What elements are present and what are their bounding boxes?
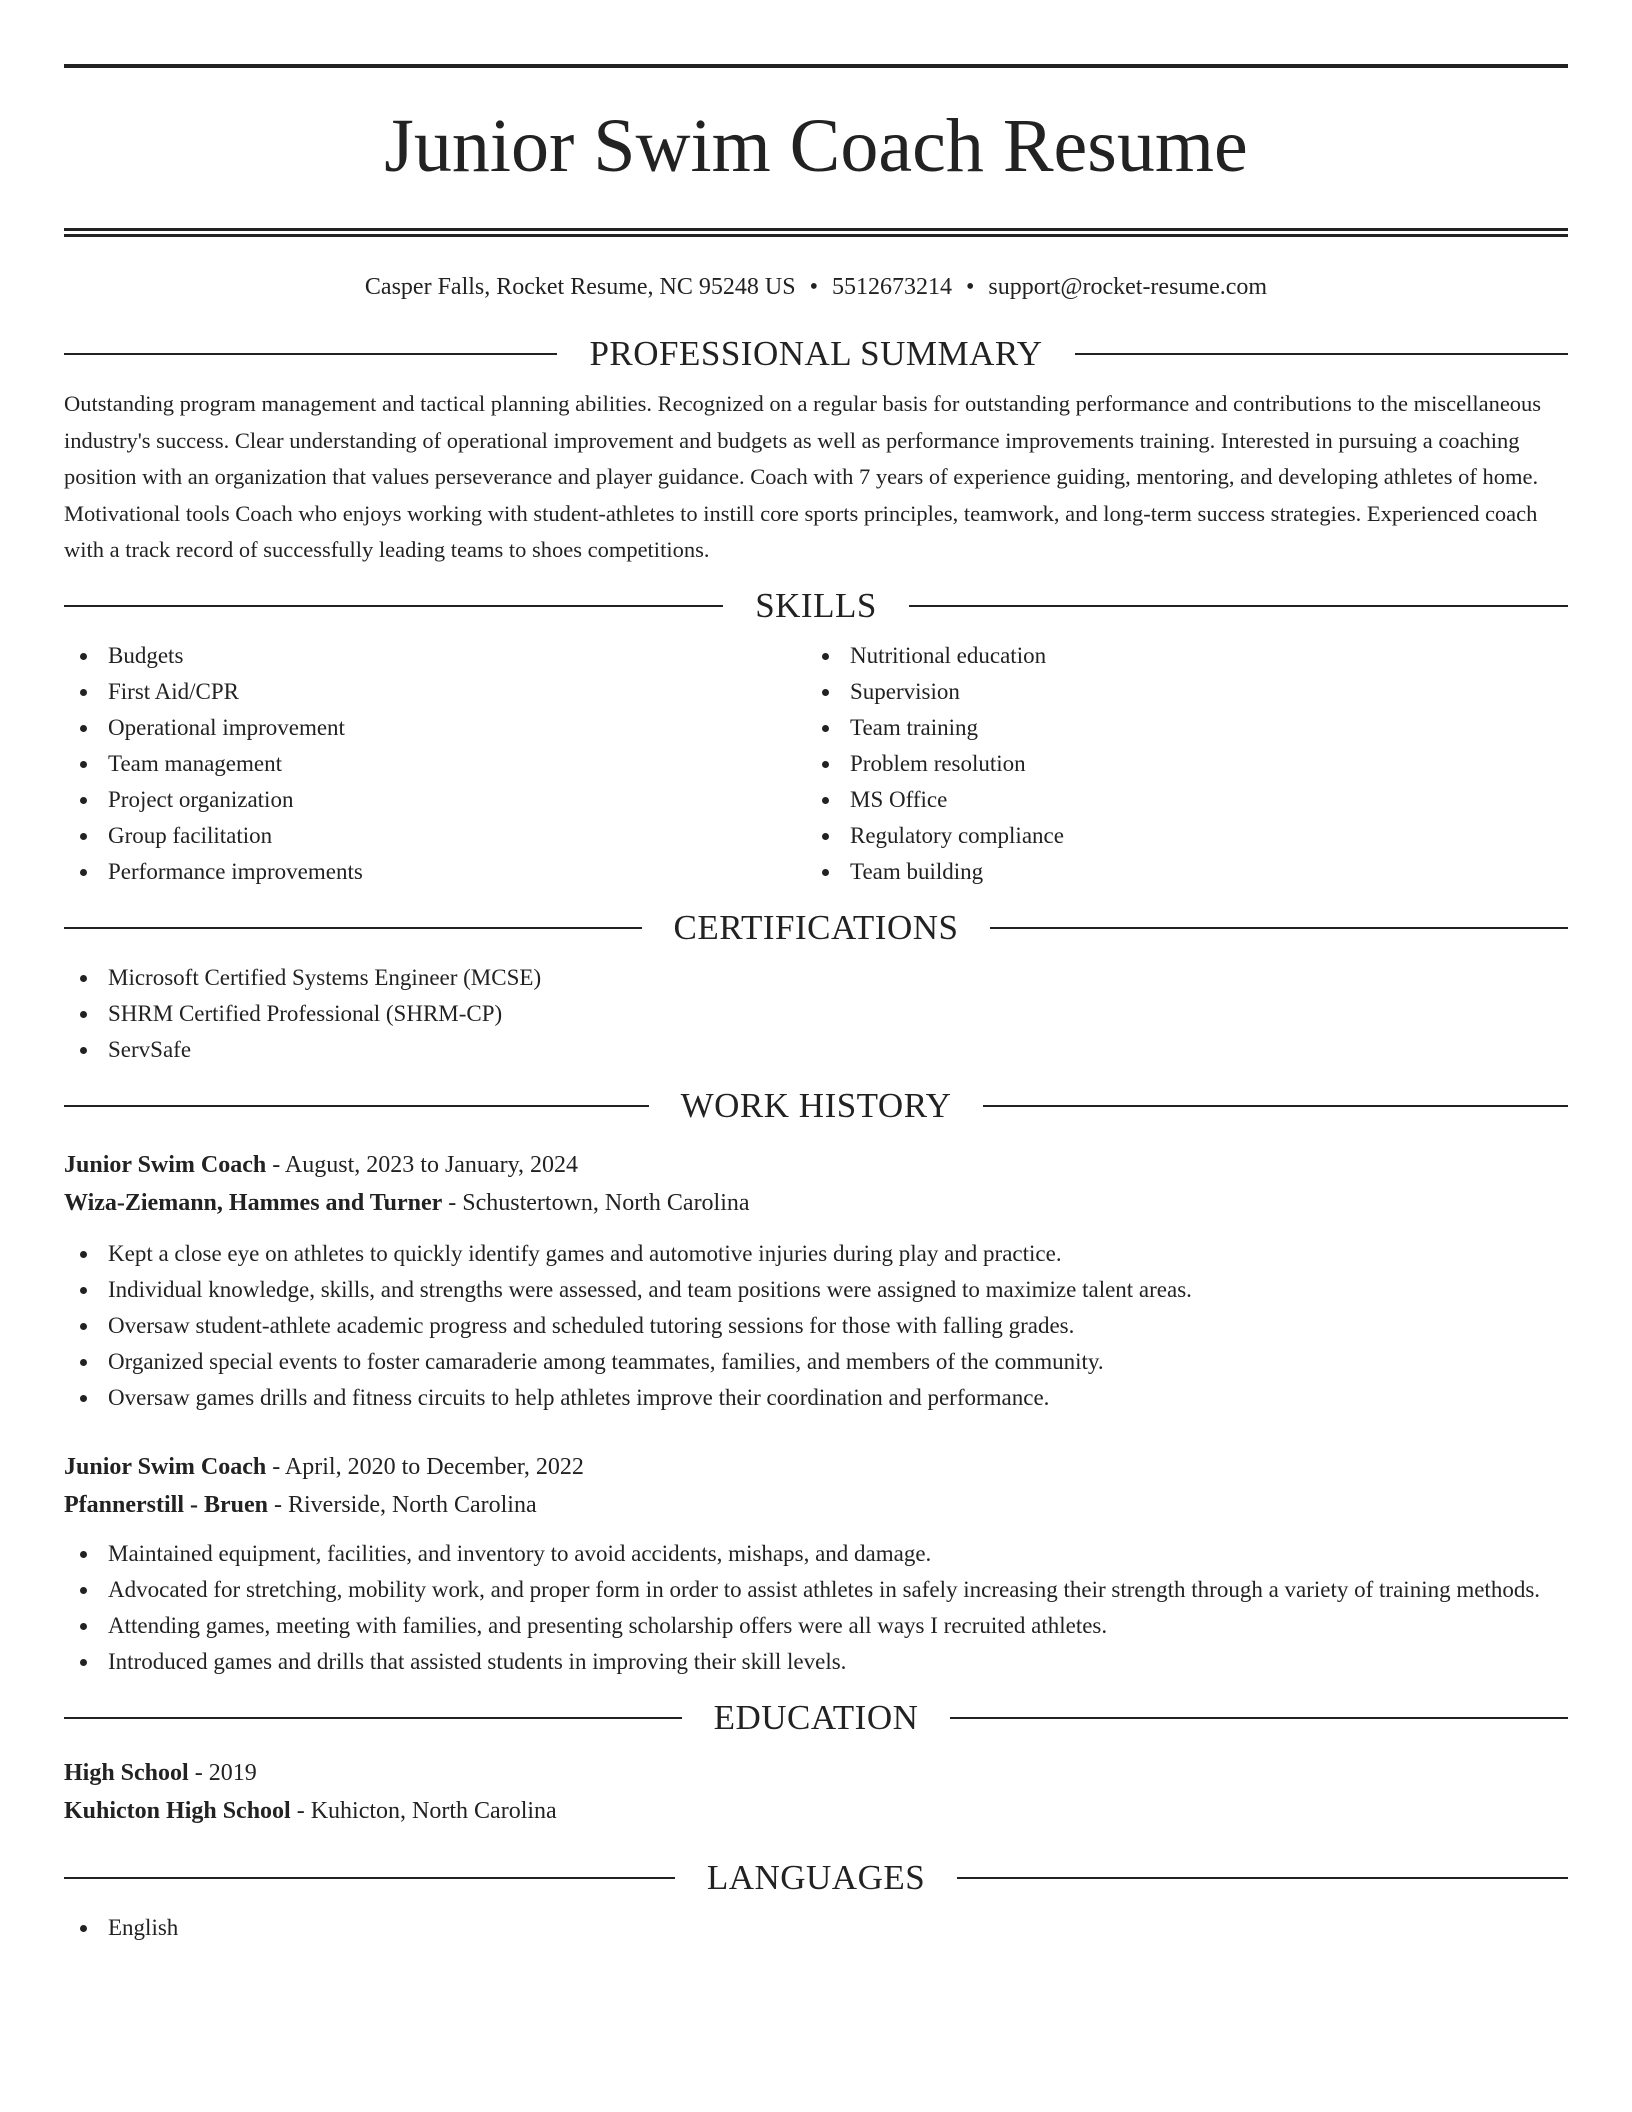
contact-separator: • — [965, 274, 975, 300]
job-company: Wiza-Ziemann, Hammes and Turner — [64, 1189, 443, 1216]
skill-item: Problem resolution — [806, 746, 1548, 782]
job-bullet: Oversaw games drills and fitness circuits to help athletes improve their coordination and performance. — [64, 1380, 1568, 1416]
job-title-line — [64, 1146, 1568, 1184]
job-bullet: Kept a close eye on athletes to quickly identify games and automotive injuries during play and practice. — [64, 1236, 1568, 1272]
skill-item: MS Office — [806, 782, 1548, 818]
job-location: - Schustertown, North Carolina — [448, 1189, 750, 1216]
job-bullet: Oversaw student-athlete academic progress and scheduled tutoring sessions for those with falling grades. — [64, 1308, 1568, 1344]
contact-address: Casper Falls, Rocket Resume, NC 95248 US — [364, 274, 796, 300]
job-entry — [64, 1448, 1568, 1680]
job-bullet: Individual knowledge, skills, and strengths were assessed, and team positions were assigned to maximize talent areas. — [64, 1272, 1568, 1308]
skill-item: Group facilitation — [64, 818, 806, 854]
education-degree-line — [64, 1754, 1568, 1792]
skill-item: Regulatory compliance — [806, 818, 1548, 854]
job-bullet: Organized special events to foster camaraderie among teammates, families, and members of the community. — [64, 1344, 1568, 1380]
title-double-rule — [64, 228, 1568, 237]
job-company: Pfannerstill - Bruen — [64, 1491, 268, 1518]
skill-item: Project organization — [64, 782, 806, 818]
section-header-education — [64, 1696, 1568, 1740]
job-bullet: Advocated for stretching, mobility work, and proper form in order to assist athletes in safely increasing their strength through a variety of training methods. — [64, 1572, 1568, 1608]
job-bullets — [64, 1236, 1568, 1416]
skill-item: Team building — [806, 854, 1548, 890]
resume-page — [64, 64, 1568, 1946]
section-title: LANGUAGES — [706, 1857, 926, 1897]
certification-item: SHRM Certified Professional (SHRM-CP) — [64, 996, 1568, 1032]
resume-title: Junior Swim Coach Resume — [384, 104, 1248, 188]
skill-item: Performance improvements — [64, 854, 806, 890]
section-title: PROFESSIONAL SUMMARY — [589, 334, 1043, 373]
certification-item: ServSafe — [64, 1032, 1568, 1068]
skill-item: Supervision — [806, 674, 1548, 710]
skill-item: Nutritional education — [806, 638, 1548, 674]
certification-item: Microsoft Certified Systems Engineer (MCSE) — [64, 960, 1568, 996]
section-header-certifications — [64, 906, 1568, 950]
contact-email: support@rocket-resume.com — [988, 274, 1268, 300]
certifications-list — [64, 960, 1568, 1068]
job-entry — [64, 1146, 1568, 1416]
section-header-work-history — [64, 1084, 1568, 1128]
section-header-summary — [64, 332, 1568, 376]
contact-separator: • — [809, 274, 818, 300]
education-school-line — [64, 1792, 1568, 1830]
job-bullet: Attending games, meeting with families, and presenting scholarship offers were all ways I recruited athletes. — [64, 1608, 1568, 1644]
summary-paragraph: Outstanding program management and tactical planning abilities. Recognized on a regular basis for outstanding performance and contributions to the miscellaneous industry's success. Clear understanding of operational improvement and budgets as well as performance improvements training. Interested in pursuing a coaching position with an organization that values perseverance and player guidance. Coach with 7 years of experience guiding, mentoring, and developing athletes of home. Motivational tools Coach who enjoys working with student-athletes to instill core sports principles, teamwork, and long-term success strategies. Experienced coach with a track record of successfully leading teams to shoes competitions. — [64, 391, 1542, 562]
contact-phone: 5512673214 — [831, 274, 952, 300]
job-title-line — [64, 1448, 1568, 1486]
job-company-line — [64, 1184, 1568, 1222]
job-bullet: Maintained equipment, facilities, and inventory to avoid accidents, mishaps, and damage. — [64, 1536, 1568, 1572]
job-title: Junior Swim Coach — [64, 1453, 267, 1480]
education-degree: High School — [64, 1759, 189, 1786]
skills-column-right — [806, 638, 1548, 890]
job-company-line — [64, 1486, 1568, 1524]
education-entry — [64, 1754, 1568, 1830]
section-header-languages — [64, 1856, 1568, 1900]
section-header-skills — [64, 584, 1568, 628]
skill-item: Operational improvement — [64, 710, 806, 746]
skills-grid — [64, 638, 1568, 890]
skill-item: Budgets — [64, 638, 806, 674]
skill-item: First Aid/CPR — [64, 674, 806, 710]
language-item: English — [64, 1910, 1568, 1946]
job-bullet: Introduced games and drills that assisted students in improving their skill levels. — [64, 1644, 1568, 1680]
job-location: - Riverside, North Carolina — [274, 1491, 537, 1518]
job-title: Junior Swim Coach — [64, 1151, 267, 1178]
contact-line — [64, 272, 1568, 302]
job-bullets — [64, 1536, 1568, 1680]
languages-list — [64, 1910, 1568, 1946]
section-title: CERTIFICATIONS — [673, 907, 959, 947]
section-title: EDUCATION — [713, 1697, 919, 1737]
job-dates: - August, 2023 to January, 2024 — [272, 1151, 579, 1178]
skills-column-left — [64, 638, 806, 890]
skill-item: Team training — [806, 710, 1548, 746]
education-school: Kuhicton High School — [64, 1797, 291, 1824]
section-title: SKILLS — [755, 585, 877, 625]
section-title: WORK HISTORY — [680, 1085, 952, 1125]
job-dates: - April, 2020 to December, 2022 — [272, 1453, 584, 1480]
education-location: - Kuhicton, North Carolina — [296, 1797, 557, 1824]
skill-item: Team management — [64, 746, 806, 782]
education-year: - 2019 — [194, 1759, 257, 1786]
